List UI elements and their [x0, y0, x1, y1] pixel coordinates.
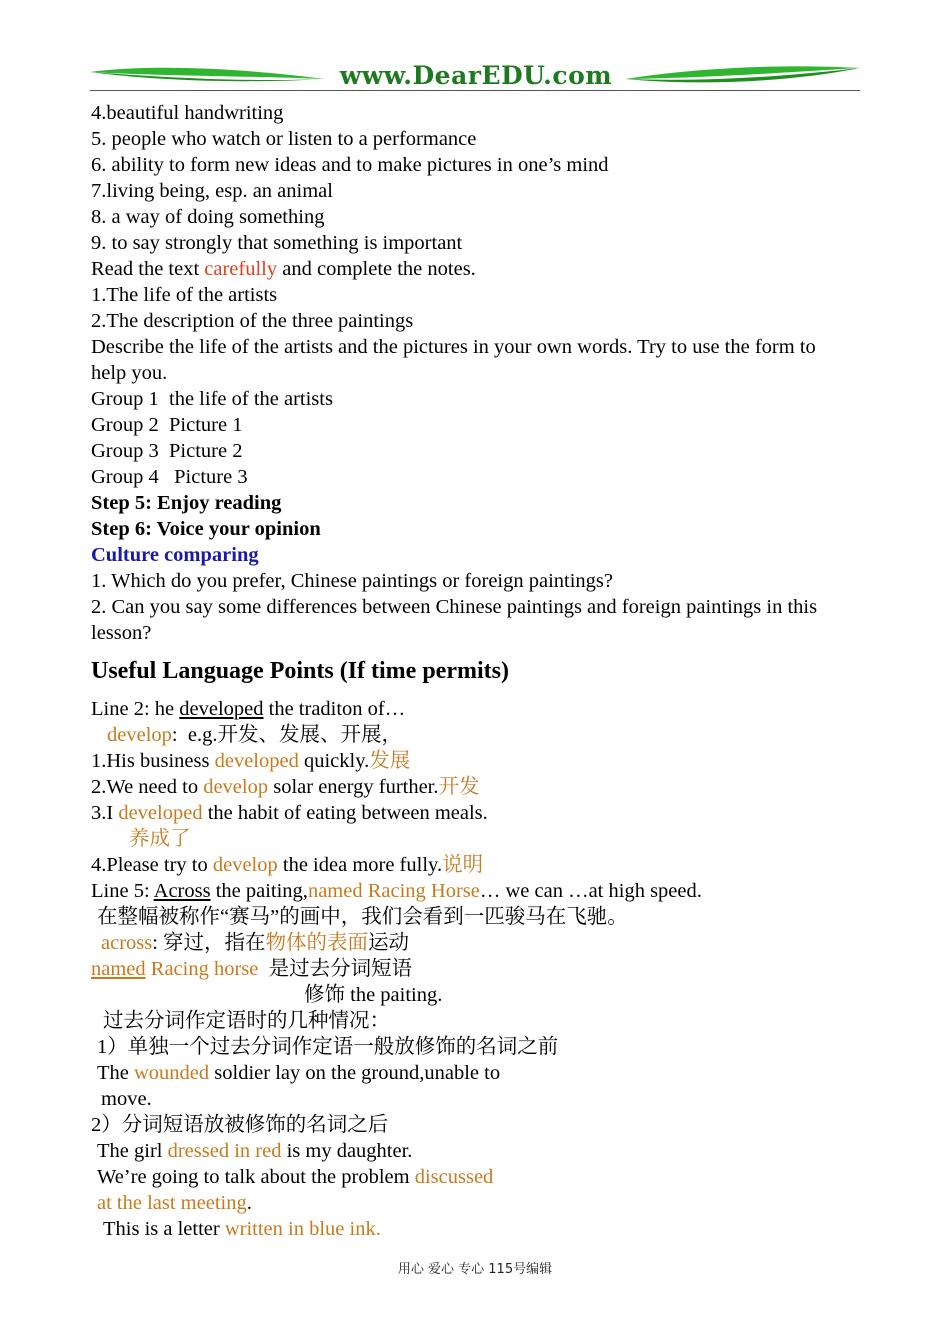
participle-rule-2: 2）分词短语放被修饰的名词之后	[91, 1114, 389, 1136]
line2-pre: Line 2: he	[91, 698, 180, 720]
example-translation: 说明	[442, 854, 484, 876]
example-post: soldier lay on the ground,unable to	[209, 1062, 501, 1084]
rule1-example	[91, 1060, 861, 1086]
example-pre: 1.His business	[91, 750, 215, 772]
across-word: across	[101, 932, 153, 954]
example-pre: The	[97, 1062, 134, 1084]
example-pre: 2.We need to	[91, 776, 204, 798]
line5-mid: the paiting,	[210, 880, 308, 902]
header-divider	[90, 90, 860, 91]
example-highlight: develop	[212, 854, 278, 876]
example-post: the habit of eating between meals.	[202, 802, 488, 824]
line5-pre: Line 5:	[91, 880, 154, 902]
read-instruction	[91, 256, 861, 282]
step-heading: Step 5: Enjoy reading	[91, 492, 282, 514]
example-post: quickly.	[298, 750, 370, 772]
group-item: Group 4 Picture 3	[91, 466, 248, 488]
culture-heading: Culture comparing	[91, 544, 259, 566]
vocab-item: 6. ability to form new ideas and to make pictures in one’s mind	[91, 154, 609, 176]
across-post: 运动	[368, 932, 410, 954]
useful-language-heading: Useful Language Points (If time permits)	[91, 658, 509, 684]
named-phrase-note	[91, 956, 861, 982]
named-explanation: 是过去分词短语	[258, 958, 413, 980]
culture-question-2: 2. Can you say some differences between Chinese paintings and foreign paintings in this lesson?	[91, 596, 818, 644]
example-highlight: discussed	[414, 1166, 494, 1188]
example-highlight: at the last meeting	[97, 1192, 247, 1214]
example-highlight: developed	[118, 802, 203, 824]
note-item: 1.The life of the artists	[91, 284, 278, 306]
named-word: named	[91, 958, 146, 980]
group-item: Group 2 Picture 1	[91, 414, 243, 436]
across-meaning: : 穿过，指在	[152, 932, 266, 954]
rule2-example	[91, 1216, 861, 1242]
main-content	[91, 100, 861, 1242]
example-sentence	[91, 852, 861, 878]
example-pre: We’re going to talk about the problem	[97, 1166, 415, 1188]
read-text-pre: Read the text	[91, 258, 205, 280]
line2-keyword: developed	[179, 698, 264, 720]
example-pre: 4.Please try to	[91, 854, 213, 876]
develop-word: develop	[107, 724, 172, 746]
named-phrase-note-cont	[91, 982, 861, 1008]
vocab-item: 7.living being, esp. an animal	[91, 180, 333, 202]
named-phrase: Racing horse	[145, 958, 259, 980]
line2-sentence	[91, 696, 861, 722]
participle-rule-1: 1）单独一个过去分词作定语一般放修饰的名词之前	[97, 1036, 559, 1058]
named-target: the paiting.	[345, 984, 443, 1006]
example-pre: The girl	[97, 1140, 168, 1162]
line5-highlight: named Racing Horse	[307, 880, 480, 902]
develop-definition	[91, 722, 861, 748]
example-translation: 发展	[369, 750, 411, 772]
step-heading: Step 6: Voice your opinion	[91, 518, 321, 540]
rule1-example-cont: move.	[101, 1088, 152, 1110]
note-item: 2.The description of the three paintings	[91, 310, 414, 332]
example-post: the idea more fully.	[277, 854, 443, 876]
read-highlight: carefully	[204, 258, 278, 280]
example-post: is my daughter.	[281, 1140, 413, 1162]
vocab-item: 9. to say strongly that something is important	[91, 232, 463, 254]
rule2-example	[91, 1164, 861, 1190]
example-translation: 开发	[438, 776, 480, 798]
rule2-example	[91, 1138, 861, 1164]
line5-post: … we can …at high speed.	[479, 880, 702, 902]
across-definition	[91, 930, 861, 956]
example-highlight: develop	[203, 776, 269, 798]
line5-keyword: Across	[153, 880, 211, 902]
develop-meanings: : e.g.开发、发展、开展，	[171, 724, 402, 746]
example-highlight: written in blue ink.	[224, 1218, 381, 1240]
participle-rules-title: 过去分词作定语时的几种情况：	[103, 1010, 390, 1032]
group-item: Group 3 Picture 2	[91, 440, 243, 462]
line5-translation: 在整幅被称作“赛马”的画中，我们会看到一匹骏马在飞驰。	[97, 906, 628, 928]
line2-post: the traditon of…	[263, 698, 406, 720]
across-highlight: 物体的表面	[265, 932, 369, 954]
rule2-example-cont	[91, 1190, 861, 1216]
example-post: solar energy further.	[268, 776, 439, 798]
group-item: Group 1 the life of the artists	[91, 388, 333, 410]
culture-question-1: 1. Which do you prefer, Chinese paintings or foreign paintings?	[91, 570, 613, 592]
vocab-item: 4.beautiful handwriting	[91, 102, 284, 124]
vocab-item: 8. a way of doing something	[91, 206, 325, 228]
site-name-logo: www.DearEDU.com	[339, 61, 613, 90]
example-sentence	[91, 774, 861, 800]
example-translation: 养成了	[129, 828, 191, 850]
example-pre: 3.I	[91, 802, 119, 824]
example-sentence	[91, 800, 861, 826]
site-header-banner	[90, 62, 860, 92]
example-post: .	[246, 1192, 252, 1214]
example-highlight: developed	[214, 750, 299, 772]
example-sentence	[91, 748, 861, 774]
vocab-item: 5. people who watch or listen to a performance	[91, 128, 477, 150]
read-text-post: and complete the notes.	[277, 258, 476, 280]
example-highlight: dressed in red	[167, 1140, 282, 1162]
example-highlight: wounded	[134, 1062, 210, 1084]
page-footer: 用心 爱心 专心 115号编辑	[397, 1262, 553, 1277]
example-pre: This is a letter	[103, 1218, 225, 1240]
named-modifies: 修饰	[304, 984, 345, 1006]
describe-instruction: Describe the life of the artists and the pictures in your own words. Try to use the form to help you.	[91, 336, 816, 384]
line5-sentence	[91, 878, 861, 904]
